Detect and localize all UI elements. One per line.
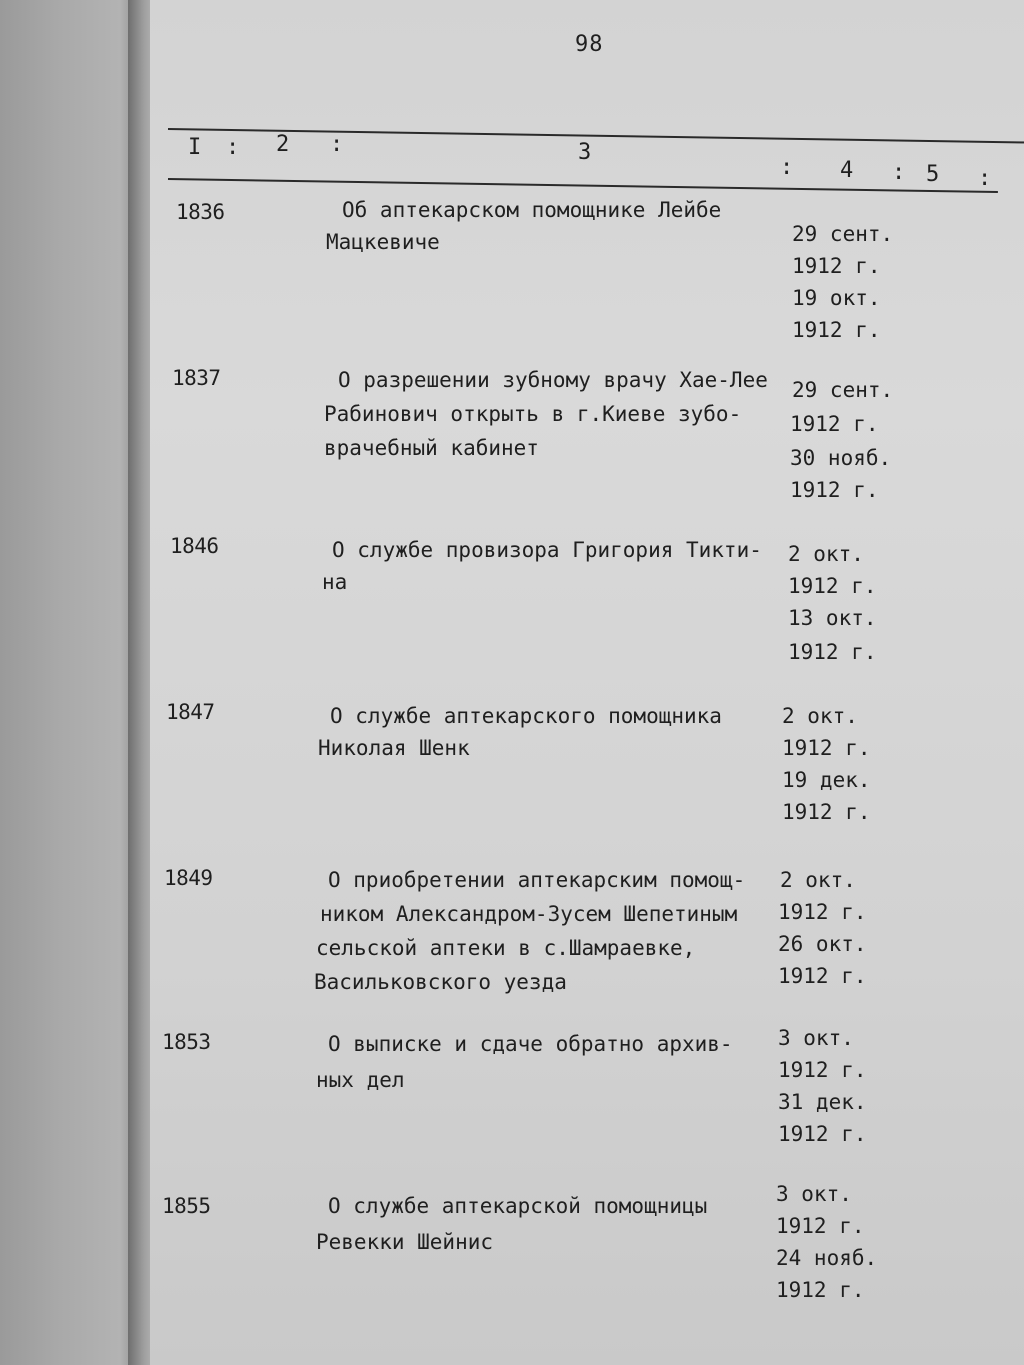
column-header-4: 4 bbox=[840, 158, 854, 183]
entry-title-line: О службе аптекарской помощницы bbox=[328, 1194, 708, 1218]
entry-number: 1846 bbox=[170, 534, 219, 558]
entry-title-line: Об аптекарском помощнике Лейбе bbox=[342, 198, 722, 222]
entry-title-line: О выписке и сдаче обратно архив- bbox=[328, 1032, 733, 1056]
entry-title-line: Николая Шенк bbox=[318, 736, 470, 760]
entry-date-line: 1912 г. bbox=[776, 1278, 865, 1302]
entry-title-line: Рабинович открыть в г.Киеве зубо- bbox=[324, 402, 742, 426]
entry-number: 1847 bbox=[166, 700, 215, 724]
column-header-separator: : bbox=[780, 155, 794, 180]
entry-date-line: 1912 г. bbox=[778, 1058, 867, 1082]
column-header-3: 3 bbox=[578, 140, 592, 165]
column-header-separator: : bbox=[226, 135, 240, 160]
entry-date-line: 24 нояб. bbox=[776, 1246, 878, 1270]
column-header-2: 2 bbox=[276, 132, 290, 157]
entry-date-line: 13 окт. bbox=[788, 606, 877, 630]
entry-date-line: 19 дек. bbox=[782, 768, 871, 792]
page-number: 98 bbox=[575, 32, 604, 57]
entry-title-line: ником Александром-Зусем Шепетиным bbox=[320, 902, 738, 926]
column-header-separator: : bbox=[892, 160, 906, 185]
column-header-separator: : bbox=[330, 132, 344, 157]
entry-title-line: О разрешении зубному врачу Хае-Лее bbox=[338, 368, 768, 392]
entry-date-line: 1912 г. bbox=[792, 318, 881, 342]
entry-title-line: Мацкевиче bbox=[326, 230, 440, 254]
entry-title-line: О приобретении аптекарским помощ- bbox=[328, 868, 746, 892]
entry-title-line: Васильковского уезда bbox=[314, 970, 567, 994]
entry-date-line: 1912 г. bbox=[782, 736, 871, 760]
entry-title-line: О службе аптекарского помощника bbox=[330, 704, 722, 728]
entry-number: 1853 bbox=[162, 1030, 211, 1054]
entry-title-line: Ревекки Шейнис bbox=[316, 1230, 494, 1254]
entry-date-line: 31 дек. bbox=[778, 1090, 867, 1114]
entry-date-line: 2 окт. bbox=[782, 704, 858, 728]
entry-date-line: 19 окт. bbox=[792, 286, 881, 310]
entry-date-line: 1912 г. bbox=[778, 900, 867, 924]
column-header-5: 5 bbox=[926, 162, 940, 187]
column-header-separator: : bbox=[978, 166, 992, 191]
document-page bbox=[150, 0, 1024, 1365]
entry-date-line: 1912 г. bbox=[792, 254, 881, 278]
entry-title-line: сельской аптеки в с.Шамраевке, bbox=[316, 936, 696, 960]
entry-date-line: 1912 г. bbox=[788, 574, 877, 598]
entry-date-line: 30 нояб. bbox=[790, 446, 892, 470]
entry-date-line: 2 окт. bbox=[780, 868, 856, 892]
entry-date-line: 1912 г. bbox=[788, 640, 877, 664]
entry-date-line: 1912 г. bbox=[782, 800, 871, 824]
entry-number: 1855 bbox=[162, 1194, 211, 1218]
entry-title-line: на bbox=[322, 570, 348, 594]
entry-date-line: 3 окт. bbox=[778, 1026, 854, 1050]
entry-date-line: 1912 г. bbox=[778, 1122, 867, 1146]
entry-title-line: ных дел bbox=[316, 1068, 405, 1092]
entry-title-line: О службе провизора Григория Тикти- bbox=[332, 538, 762, 562]
entry-date-line: 1912 г. bbox=[790, 478, 879, 502]
entry-date-line: 3 окт. bbox=[776, 1182, 852, 1206]
entry-date-line: 26 окт. bbox=[778, 932, 867, 956]
entry-number: 1849 bbox=[164, 866, 213, 890]
entry-number: 1837 bbox=[172, 366, 221, 390]
entry-date-line: 29 сент. bbox=[792, 378, 894, 402]
entry-date-line: 2 окт. bbox=[788, 542, 864, 566]
column-header-1: I bbox=[188, 135, 202, 160]
entry-title-line: врачебный кабинет bbox=[324, 436, 539, 460]
entry-date-line: 1912 г. bbox=[790, 412, 879, 436]
entry-date-line: 29 сент. bbox=[792, 222, 894, 246]
entry-date-line: 1912 г. bbox=[776, 1214, 865, 1238]
entry-date-line: 1912 г. bbox=[778, 964, 867, 988]
header-rule-top bbox=[168, 128, 1024, 144]
header-rule-bottom bbox=[168, 178, 998, 193]
entry-number: 1836 bbox=[176, 200, 225, 224]
